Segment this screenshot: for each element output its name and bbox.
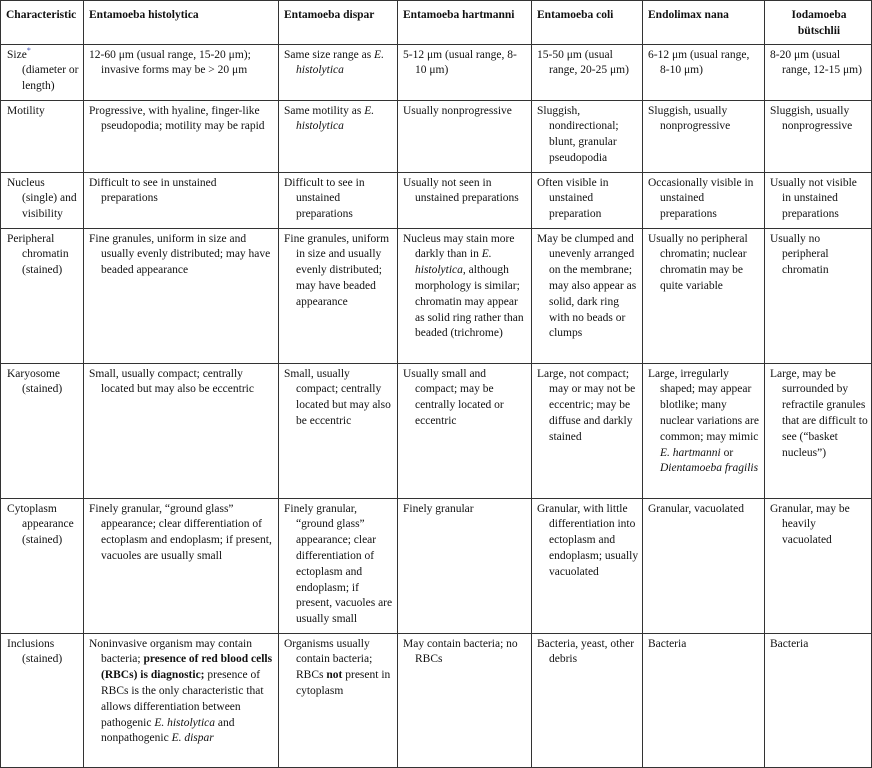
header-entamoeba-hartmanni: Entamoeba hartmanni <box>398 1 532 45</box>
cell-motility-butschlii: Sluggish, usually nonprogressive <box>765 100 872 172</box>
row-label-karyosome: Karyosome (stained) <box>1 363 84 498</box>
table-row-cytoplasm <box>1 498 872 633</box>
cell-inclusions-hartmanni: May contain bacteria; no RBCs <box>398 633 532 767</box>
cell-nucleus-dispar: Difficult to see in unstained preparations <box>279 172 398 228</box>
cell-chromatin-histolytica: Fine granules, uniform in size and usually evenly distributed; may have beaded appearance <box>84 228 279 363</box>
row-label-size <box>1 44 84 100</box>
cell-nucleus-butschlii: Usually not visible in unstained preparations <box>765 172 872 228</box>
cell-motility-hartmanni: Usually nonprogressive <box>398 100 532 172</box>
cell-inclusions-butschlii: Bacteria <box>765 633 872 767</box>
cell-karyosome-histolytica: Small, usually compact; centrally located but may also be eccentric <box>84 363 279 498</box>
cell-nucleus-nana: Occasionally visible in unstained preparations <box>643 172 765 228</box>
row-label-peripheral-chromatin: Peripheral chromatin (stained) <box>1 228 84 363</box>
cell-cytoplasm-nana: Granular, vacuolated <box>643 498 765 633</box>
cell-chromatin-coli: May be clumped and unevenly arranged on the membrane; may also appear as solid, dark ring with no beads or clumps <box>532 228 643 363</box>
cell-inclusions-coli: Bacteria, yeast, other debris <box>532 633 643 767</box>
header-endolimax-nana: Endolimax nana <box>643 1 765 45</box>
cell-size-coli: 15-50 μm (usual range, 20-25 μm) <box>532 44 643 100</box>
cell-karyosome-dispar: Small, usually compact; centrally located but may also be eccentric <box>279 363 398 498</box>
cell-cytoplasm-butschlii: Granular, may be heavily vacuolated <box>765 498 872 633</box>
cell-karyosome-coli: Large, not compact; may or may not be eccentric; may be diffuse and darkly stained <box>532 363 643 498</box>
header-characteristic: Characteristic <box>1 1 84 45</box>
cell-nucleus-coli: Often visible in unstained preparation <box>532 172 643 228</box>
row-label-cytoplasm: Cytoplasm appearance (stained) <box>1 498 84 633</box>
cell-cytoplasm-hartmanni: Finely granular <box>398 498 532 633</box>
cell-size-nana: 6-12 μm (usual range, 8-10 μm) <box>643 44 765 100</box>
table-row-nucleus <box>1 172 872 228</box>
cell-cytoplasm-histolytica: Finely granular, “ground glass” appearance; clear differentiation of ectoplasm and endoplasm; if present, vacuoles are usually small <box>84 498 279 633</box>
cell-cytoplasm-dispar: Finely granular, “ground glass” appearance; clear differentiation of ectoplasm and endoplasm; if present, vacuoles are usually small <box>279 498 398 633</box>
cell-inclusions-nana: Bacteria <box>643 633 765 767</box>
header-entamoeba-dispar: Entamoeba dispar <box>279 1 398 45</box>
footnote-mark[interactable]: * <box>26 45 31 55</box>
table-row-motility <box>1 100 872 172</box>
cell-motility-coli: Sluggish, nondirectional; blunt, granular pseudopodia <box>532 100 643 172</box>
cell-size-histolytica: 12-60 μm (usual range, 15-20 μm); invasive forms may be > 20 μm <box>84 44 279 100</box>
table-row-karyosome <box>1 363 872 498</box>
cell-karyosome-hartmanni: Usually small and compact; may be centrally located or eccentric <box>398 363 532 498</box>
header-entamoeba-coli: Entamoeba coli <box>532 1 643 45</box>
header-iodamoeba-butschlii: Iodamoeba bütschlii <box>765 1 872 45</box>
table-row-inclusions <box>1 633 872 767</box>
row-label-inclusions: Inclusions (stained) <box>1 633 84 767</box>
table-row-size <box>1 44 872 100</box>
cell-karyosome-nana: Large, irregularly shaped; may appear blotlike; many nuclear variations are common; may mimic E. hartmanni or Dientamoeba fragilis <box>643 363 765 498</box>
cell-inclusions-histolytica: Noninvasive organism may contain bacteria; presence of red blood cells (RBCs) is diagnostic; presence of RBCs is the only characteristic that allows differentiation between pathogenic E. histolytica and nonpathogenic E. dispar <box>84 633 279 767</box>
header-entamoeba-histolytica: Entamoeba histolytica <box>84 1 279 45</box>
cell-nucleus-hartmanni: Usually not seen in unstained preparations <box>398 172 532 228</box>
cell-chromatin-hartmanni: Nucleus may stain more darkly than in E. histolytica, although morphology is similar; chromatin may appear as solid ring rather than beaded (trichrome) <box>398 228 532 363</box>
size-label-sub: (diameter or length) <box>22 64 79 93</box>
row-label-nucleus: Nucleus (single) and visibility <box>1 172 84 228</box>
size-label: Size <box>7 48 27 61</box>
cell-motility-dispar: Same motility as E. histolytica <box>279 100 398 172</box>
cell-size-hartmanni: 5-12 μm (usual range, 8-10 μm) <box>398 44 532 100</box>
cell-inclusions-dispar: Organisms usually contain bacteria; RBCs not present in cytoplasm <box>279 633 398 767</box>
cell-nucleus-histolytica: Difficult to see in unstained preparations <box>84 172 279 228</box>
table-row-peripheral-chromatin <box>1 228 872 363</box>
cell-size-dispar: Same size range as E. histolytica <box>279 44 398 100</box>
cell-karyosome-butschlii: Large, may be surrounded by refractile granules that are difficult to see (“basket nucleus”) <box>765 363 872 498</box>
header-row <box>1 1 872 45</box>
row-label-motility: Motility <box>1 100 84 172</box>
cell-size-butschlii: 8-20 μm (usual range, 12-15 μm) <box>765 44 872 100</box>
cell-chromatin-butschlii: Usually no peripheral chromatin <box>765 228 872 363</box>
cell-motility-histolytica: Progressive, with hyaline, finger-like pseudopodia; motility may be rapid <box>84 100 279 172</box>
cell-chromatin-dispar: Fine granules, uniform in size and usually evenly distributed; may have beaded appearance <box>279 228 398 363</box>
cell-cytoplasm-coli: Granular, with little differentiation into ectoplasm and endoplasm; usually vacuolated <box>532 498 643 633</box>
cell-chromatin-nana: Usually no peripheral chromatin; nuclear chromatin may be quite variable <box>643 228 765 363</box>
cell-motility-nana: Sluggish, usually nonprogressive <box>643 100 765 172</box>
